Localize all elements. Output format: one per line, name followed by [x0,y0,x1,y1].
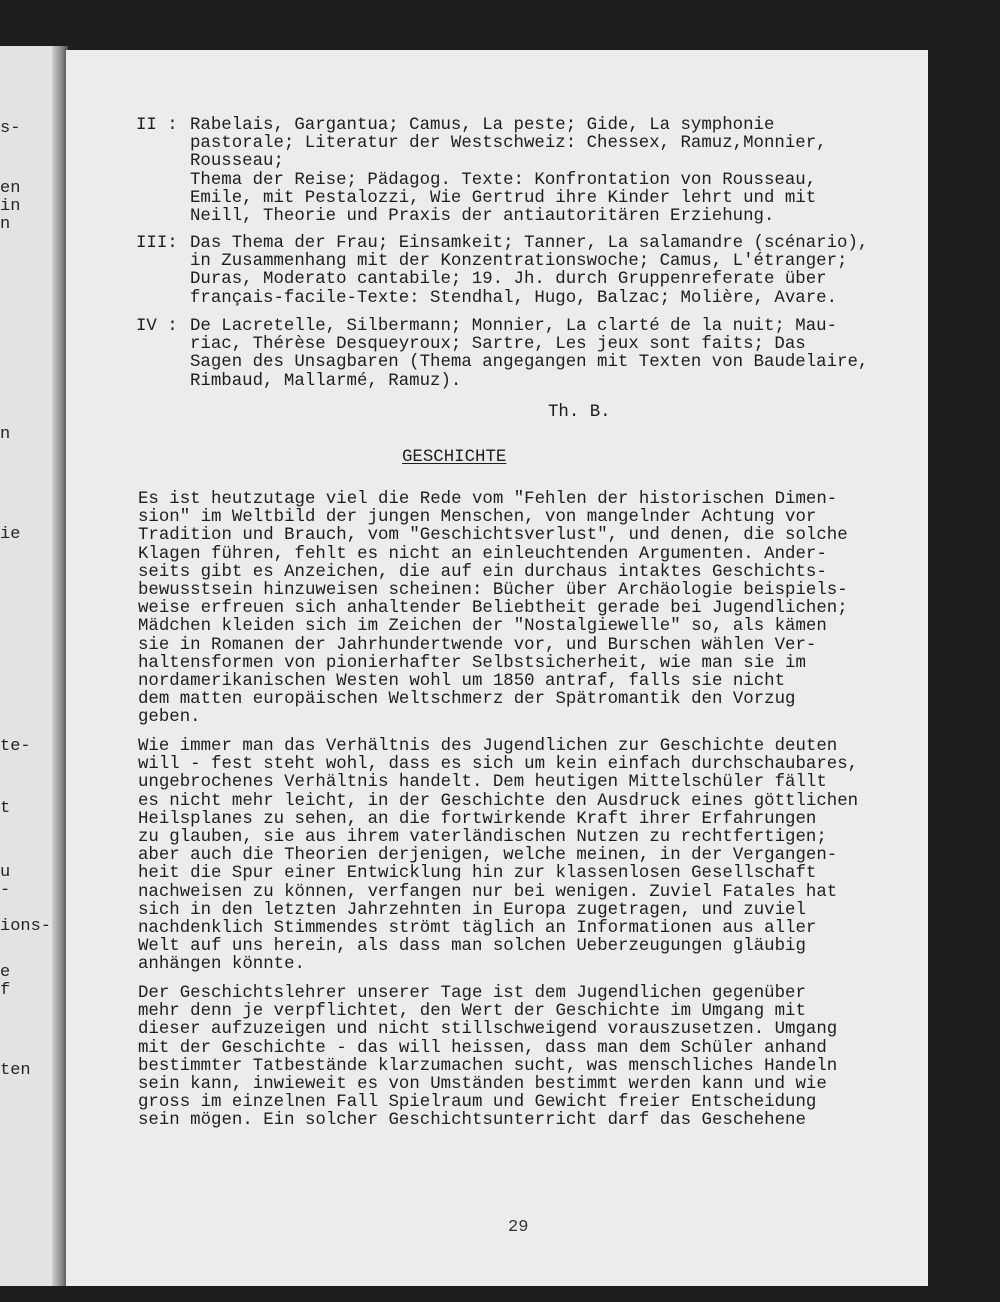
section-title: GESCHICHTE [402,448,507,467]
author-signature: Th. B. [548,403,611,422]
page-number: 29 [508,1218,529,1237]
left-page-text-fragment: e [0,963,11,982]
body-paragraph: Der Geschichtslehrer unserer Tage ist dem Jugendlichen gegenüber mehr denn je verpflichtet, den Wert der Geschichte im Umgang mit dieser aufzuzeigen und nicht stillschweigend vorauszusetzen. Umgang mit der Geschichte - das will heissen, dass man dem Schüler anhand bestimmter Tatbestände klarzumachen sucht, was menschliches Handeln sein kann, inwieweit es von Umständen bestimmt werden kann und wie gross im einzelnen Fall Spielraum und Gewicht freier Entscheidung sein mögen. Ein solcher Geschichtsunterricht darf das Geschehene [138,984,838,1131]
left-page-text-fragment: n [0,215,11,234]
list-item-number: II : [136,116,178,135]
list-item-number: IV : [136,317,178,336]
list-item-text: De Lacretelle, Silbermann; Monnier, La clarté de la nuit; Mau- riac, Thérèse Desqueyroux; Sartre, Les jeux sont faits; Das Sagen des Unsagbaren (Thema angegangen mit Texten von Baudelaire, Rimbaud, Mallarmé, Ramuz). [190,317,869,391]
list-item-text: Das Thema der Frau; Einsamkeit; Tanner, La salamandre (scénario), in Zusammenhang mit der Konzentrationswoche; Camus, L'étranger; Duras, Moderato cantabile; 19. Jh. durch Gruppenreferate über français-facile-Texte: Stendhal, Hugo, Balzac; Molière, Avare. [190,234,869,308]
left-page-text-fragment: ions- [0,917,52,936]
list-item-text: Rabelais, Gargantua; Camus, La peste; Gide, La symphonie pastorale; Literatur der Westschweiz: Chessex, Ramuz,Monnier, Rousseau; Thema der Reise; Pädagog. Texte: Konfrontation von Rousseau, Emile, mit Pestalozzi, Wie Gertrud ihre Kinder lehrt und mit Neill, Theorie und Praxis der antiautoritären Erziehung. [190,116,827,227]
left-page-text-fragment: en [0,179,21,198]
left-page-text-fragment: n [0,425,11,444]
left-page-text-fragment: t [0,799,11,818]
left-page-text-fragment: in [0,197,21,216]
list-item-number: III: [136,234,178,253]
left-page-text-fragment: f [0,981,11,1000]
left-page-fragment [0,46,58,1286]
left-page-text-fragment: s- [0,119,21,138]
left-page-text-fragment: te- [0,737,31,756]
left-page-text-fragment: ie [0,525,21,544]
body-paragraph: Es ist heutzutage viel die Rede vom "Fehlen der historischen Dimen- sion" im Weltbild der jungen Menschen, von mangelnder Achtung vor Tradition und Brauch, vom "Geschichtsverlust", und denen, die solche Klagen führen, fehlt es nicht an einleuchtenden Argumenten. Ander- seits gibt es Anzeichen, die auf ein durchaus intaktes Geschichts- bewusstsein hinzuweisen scheinen: Bücher über Archäologie beispiels- weise erfreuen sich anhaltender Beliebtheit gerade bei Jugendlichen; Mädchen kleiden sich im Zeichen der "Nostalgiewelle" so, als kämen sie in Romanen der Jahrhundertwende vor, und Burschen wählen Ver- haltensformen von pionierhafter Selbstsicherheit, wie man sie im nordamerikanischen Westen wohl um 1850 antraf, falls sie nicht dem matten europäischen Weltschmerz der Spätromantik den Vorzug geben. [138,490,848,728]
body-paragraph: Wie immer man das Verhältnis des Jugendlichen zur Geschichte deuten will - fest steht wohl, dass es sich um kein einfach durchschaubares, ungebrochenes Verhältnis handelt. Dem heutigen Mittelschüler fällt es nicht mehr leicht, in der Geschichte den Ausdruck eines göttlichen Heilsplanes zu sehen, an die fortwirkende Kraft ihrer Erfahrungen zu glauben, sie aus ihrem vaterländischen Nutzen zu rechtfertigen; aber auch die Theorien derjenigen, welche meinen, in der Vergangen- heit die Spur einer Entwicklung hin zur klassenlosen Gesellschaft nachweisen zu können, verfangen nur bei wenigen. Zuviel Fatales hat sich in den letzten Jahrzehnten in Europa zugetragen, und zuviel nachdenklich Stimmendes strömt täglich an Informationen aus aller Welt auf uns herein, als dass man solchen Ueberzeugungen gläubig anhängen könnte. [138,737,859,975]
left-page-text-fragment: - [0,881,11,900]
left-page-text-fragment: ten [0,1061,31,1080]
left-page-text-fragment: u [0,863,11,882]
document-page [66,50,928,1286]
